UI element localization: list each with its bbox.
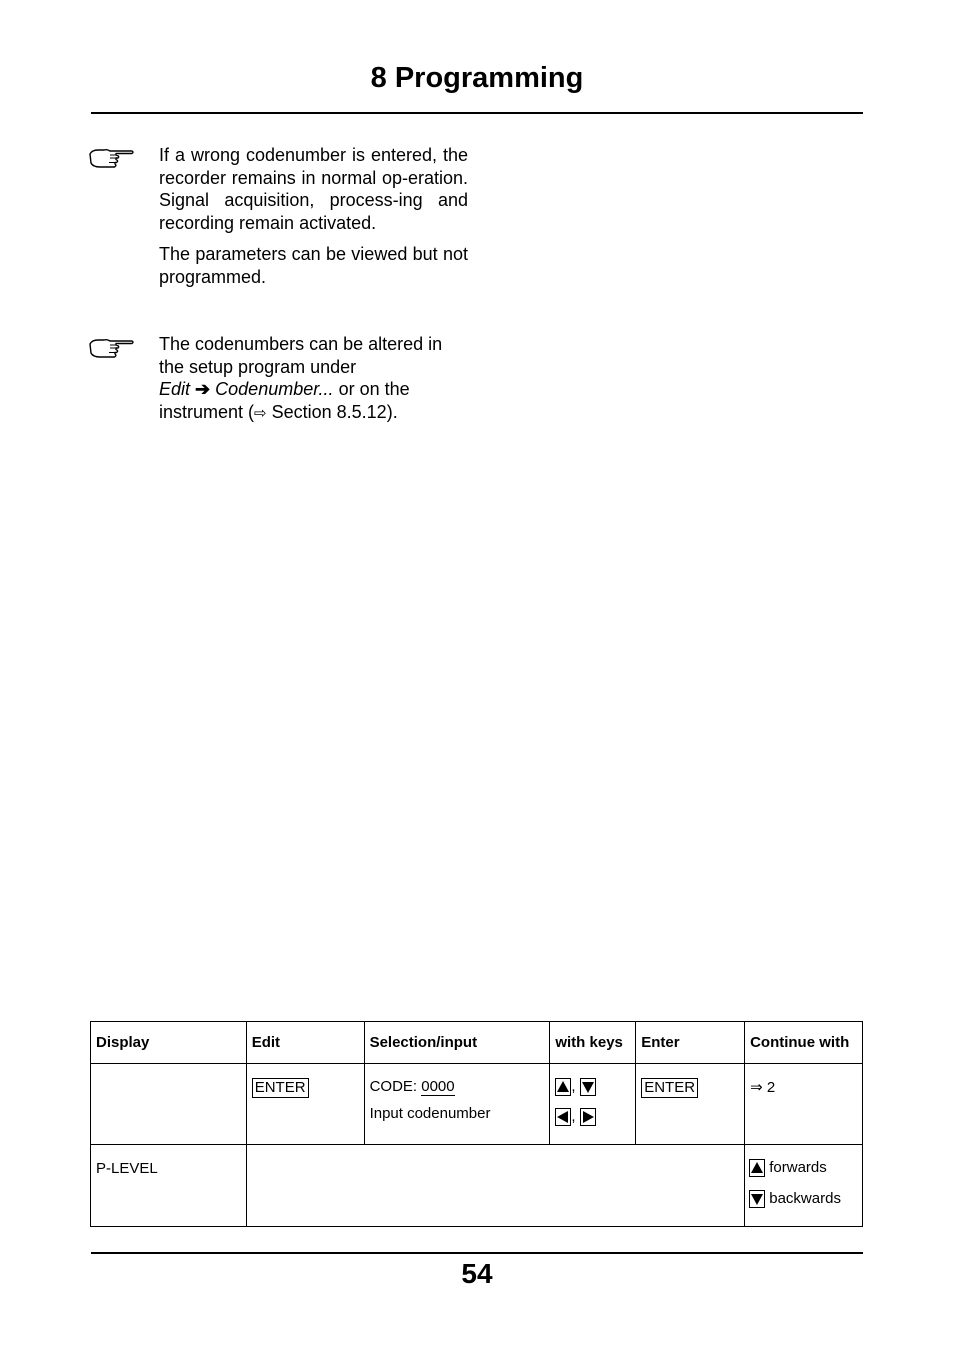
enter-cell — [636, 1064, 745, 1145]
with-keys-cell: , , — [550, 1064, 636, 1145]
note-wrong-codenumber — [159, 144, 468, 297]
note-text: The codenumbers can be altered in the setup program under — [159, 334, 443, 377]
column-header-enter: Enter — [636, 1022, 745, 1064]
code-value: 0000 — [421, 1078, 455, 1095]
display-cell — [91, 1064, 247, 1145]
input-hint: Input codenumber — [369, 1105, 491, 1122]
continue-with-cell — [745, 1064, 863, 1145]
code-label: CODE: — [369, 1078, 422, 1095]
enter-key: ENTER — [641, 1078, 698, 1098]
forwards-label: forwards — [769, 1159, 827, 1176]
note-text: instrument ( — [159, 401, 255, 422]
note-paragraph: The parameters can be viewed but not programmed. — [159, 244, 468, 287]
column-header-selection-input: Selection/input — [364, 1022, 550, 1064]
selection-input-cell — [364, 1064, 550, 1145]
continue-value: 2 — [762, 1079, 776, 1096]
down-arrow-key-icon — [580, 1078, 596, 1096]
note-alter-codenumbers — [159, 333, 468, 424]
menu-path-codenumber: Codenumber... — [215, 379, 334, 399]
table-header-row — [91, 1022, 863, 1064]
note-text: or on the — [333, 379, 410, 399]
section-reference: Section 8.5.12). — [266, 401, 398, 422]
edit-cell — [246, 1064, 364, 1145]
column-header-display: Display — [91, 1022, 247, 1064]
menu-arrow-icon: ➔ — [195, 379, 211, 399]
column-header-with-keys: with keys — [550, 1022, 636, 1064]
table-row — [91, 1064, 863, 1145]
backwards-label: backwards — [769, 1190, 841, 1208]
page-title: 8 Programming — [370, 62, 584, 94]
column-header-edit: Edit — [246, 1022, 364, 1064]
footer-rule — [91, 1252, 863, 1254]
down-arrow-key-icon — [749, 1190, 765, 1208]
menu-path-edit: Edit — [159, 379, 191, 399]
navigation-cell — [745, 1145, 863, 1227]
display-cell: P-LEVEL — [91, 1145, 247, 1227]
right-arrow-key-icon — [580, 1108, 596, 1126]
programming-table — [90, 1021, 863, 1227]
section-arrow-icon: ⇨ — [254, 403, 267, 422]
pointing-hand-icon — [88, 336, 136, 360]
table-row — [91, 1145, 863, 1227]
column-header-continue-with: Continue with — [745, 1022, 863, 1064]
note-paragraph: If a wrong codenumber is entered, the recorder remains in normal op-eration. Signal acquisition, process-ing and recording remain activated. — [159, 145, 468, 233]
continue-arrow-icon: ⇒ — [750, 1078, 763, 1096]
pointing-hand-icon — [88, 146, 136, 170]
enter-key: ENTER — [252, 1078, 309, 1098]
left-arrow-key-icon — [555, 1108, 571, 1126]
header-rule — [91, 112, 863, 114]
page-number: 54 — [461, 1258, 493, 1289]
up-arrow-key-icon — [555, 1078, 571, 1096]
up-arrow-key-icon — [749, 1159, 765, 1177]
empty-span-cell — [246, 1145, 744, 1227]
